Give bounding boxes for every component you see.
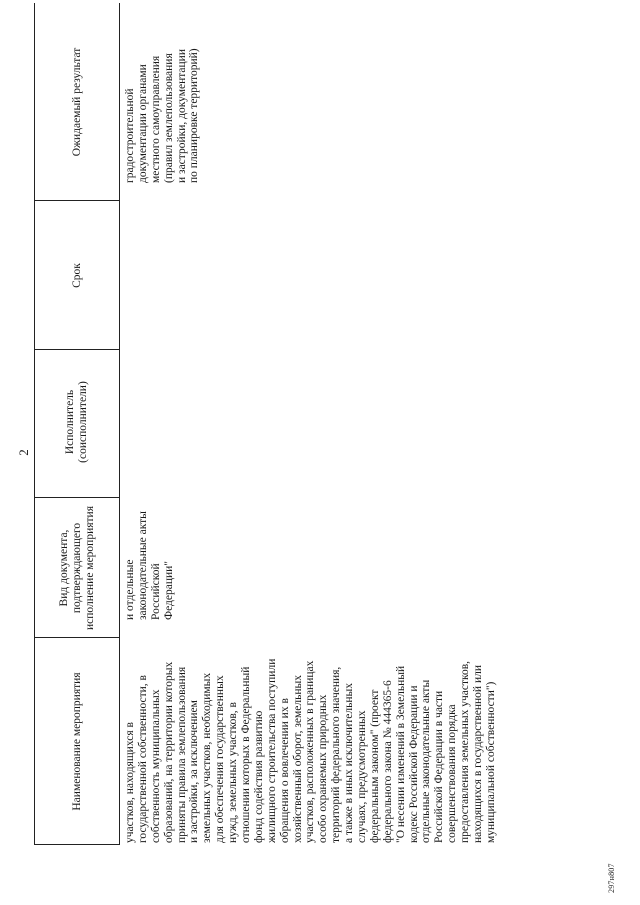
header-deadline: Срок	[70, 263, 83, 288]
text-line: Российской Федерации в части	[433, 690, 446, 843]
text-line: совершенствования порядка	[446, 704, 459, 843]
text-line: государственной собственности, в	[136, 675, 149, 843]
text-line: отдельные законодательные акты	[420, 679, 433, 843]
text-line: и застройки, за исключением	[188, 700, 201, 843]
text-line: случаях, предусмотренных	[356, 710, 369, 843]
text-line: и отдельные	[124, 559, 136, 620]
text-line: отношении которых в Федеральный	[240, 666, 253, 843]
text-line: предоставления земельных участков,	[459, 660, 472, 843]
header-name: Наименование мероприятия	[70, 672, 83, 811]
text-line: территорий федерального значения,	[330, 666, 343, 843]
text-line: хозяйственный оборот, земельных	[291, 675, 304, 843]
text-line: законодательные акты	[136, 511, 149, 620]
text-line: кодекс Российской Федерации и	[407, 685, 420, 843]
text-line: участков, находящихся в	[124, 722, 136, 843]
text-line: Российской	[149, 563, 162, 620]
text-line: для обеспечения государственных	[214, 675, 227, 843]
text-line: федерального закона № 444365-6	[381, 680, 394, 843]
text-line: нужд, земельных участков, в	[227, 702, 240, 843]
text-line: собственность муниципальных	[149, 689, 162, 843]
text-line: находящихся в государственной или	[472, 664, 485, 843]
text-line: приняты правила землепользования	[175, 666, 188, 843]
text-line: образований, на территории которых	[162, 661, 175, 843]
text-line: фонд содействия развитию	[252, 710, 265, 843]
text-line: местного самоуправления	[149, 55, 162, 183]
text-line: (правил землепользования	[162, 53, 175, 183]
text-line: градостроительной	[124, 88, 136, 183]
text-line: федеральным законом" (проект	[368, 689, 381, 843]
text-line: жилищного строительства поступили	[265, 658, 278, 843]
text-line: особо охраняемых природных	[317, 694, 330, 843]
column-divider-3	[34, 497, 120, 498]
text-line: и застройки, документации	[175, 49, 188, 183]
row-doc-type-cell	[124, 511, 176, 620]
document-code: 297н807	[607, 863, 616, 893]
text-line: а также в иных исключительных	[343, 683, 356, 843]
header-result: Ожидаемый результат	[70, 47, 83, 157]
header-executor: Исполнитель (соисполнители)	[64, 381, 89, 463]
text-line: по планировке территорий)	[188, 48, 201, 183]
page-number: 2	[16, 449, 31, 456]
text-line: документации органами	[136, 64, 149, 183]
text-line: земельных участков, необходимых	[201, 672, 214, 843]
text-line: обращения о вовлечении их в	[278, 698, 291, 843]
text-line: "О несении изменений в Земельный	[394, 665, 407, 843]
row-result-cell	[124, 48, 201, 183]
row-name-cell	[124, 659, 498, 843]
text-line: участков, расположенных в границах	[304, 660, 317, 843]
text-line: муниципальной собственности")	[484, 681, 497, 843]
header-doc-type: Вид документа, подтверждающего исполнение мероприятия	[57, 506, 96, 630]
text-line: Федерации"	[162, 560, 175, 620]
